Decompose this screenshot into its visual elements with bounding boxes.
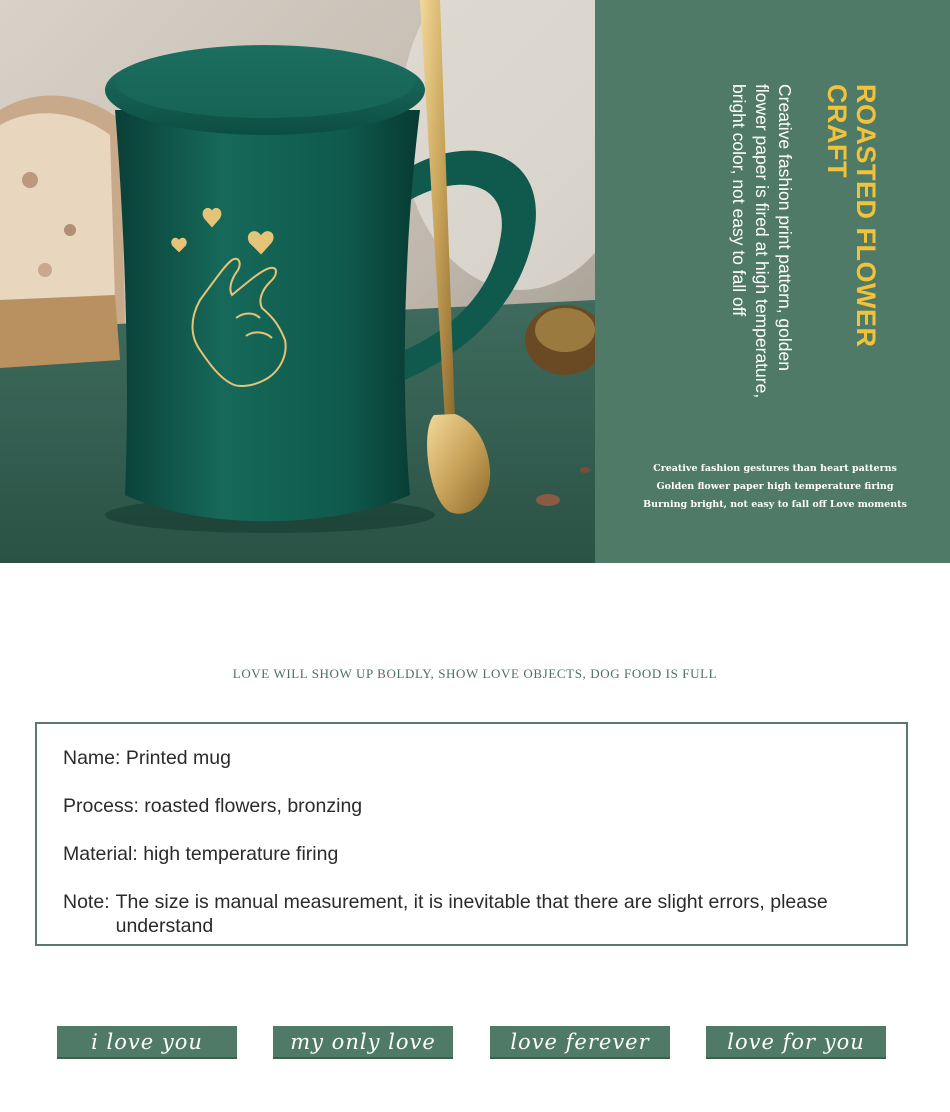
spec-note-value: The size is manual measurement, it is inevitable that there are slight errors, please understand — [115, 891, 828, 937]
small-line-1: Creative fashion gestures than heart patterns — [653, 463, 897, 474]
spec-name: Name: Printed mug — [63, 747, 231, 769]
spec-material: Material: high temperature firing — [63, 843, 339, 865]
feature-title: ROASTED FLOWER CRAFT — [822, 84, 881, 348]
slogan: LOVE WILL SHOW UP BOLDLY, SHOW LOVE OBJECTS, DOG FOOD IS FULL — [232, 666, 718, 681]
tag-love-for-you: love for you — [706, 1026, 886, 1059]
small-line-2: Golden flower paper high temperature firing — [656, 481, 894, 492]
spec-box — [35, 722, 908, 946]
spec-note-key: Note: — [63, 891, 110, 913]
tag-my-only-love: my only love — [273, 1026, 453, 1059]
small-line-3: Burning bright, not easy to fall off Love moments — [643, 499, 907, 510]
tag-i-love-you: i love you — [57, 1026, 237, 1059]
feature-description: Creative fashion print pattern, golden flower paper is fired at high temperature, bright color, not easy to fall off — [729, 84, 795, 399]
product-photo — [0, 0, 595, 563]
tag-love-forever: love ferever — [490, 1026, 670, 1059]
spec-process: Process: roasted flowers, bronzing — [63, 795, 363, 817]
feature-small-text — [640, 460, 910, 514]
spec-note — [63, 890, 893, 938]
mug-illustration — [0, 0, 595, 563]
